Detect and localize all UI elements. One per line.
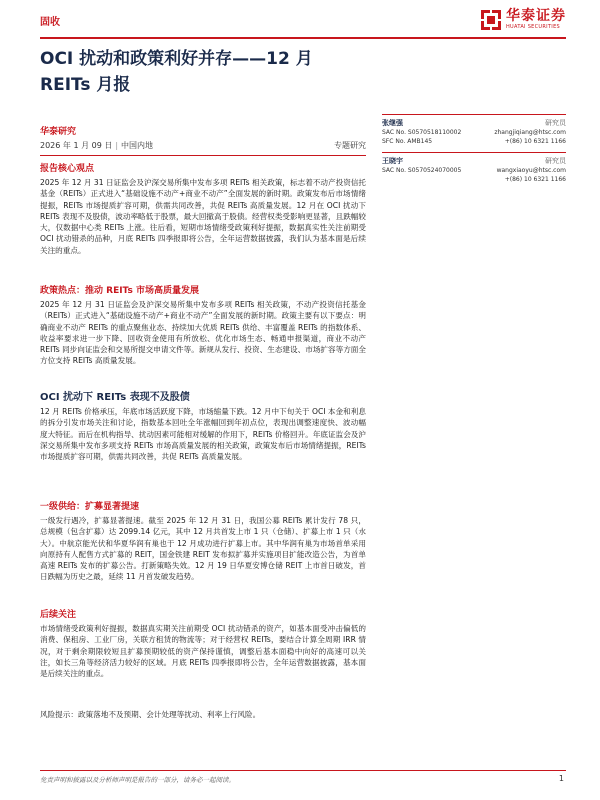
logo-chinese-name: 华泰证券 [506,8,566,24]
logo-english-name: HUATAI SECURITIES [506,24,560,30]
section-core-view [40,162,366,256]
analyst-sac: SAC No. S0570524070005 [382,167,462,174]
section-text: 市场情绪受政策利好提振，数据真实期关注前期受 OCI 扰动错杀的资产，如基本面受冲击偏低的消费、保租房、工业厂房，关联方租赁的物流等；对于经营权 REITs，要结合计算全周期 IRR 情况，对于剩余期限较短且扩募预期较低的资产保持谨慎，调整后基本面稳中向好的高速可以关注，如长三角等经济活力较好的区域。月底 REITs 四季报即将公告，全年运营数据披露，基本面是后续关注的重点。 [40,624,366,679]
risk-text: 风险提示：政策落地不及预期、会计处理等扰动、利率上行风险。 [40,710,261,719]
analyst-email[interactable]: zhangjiqiang@htsc.com [494,129,566,136]
section-title: 报告核心观点 [40,164,95,174]
report-title [40,46,370,98]
report-region: 中国内地 [121,141,154,150]
research-org: 华泰研究 [40,127,77,137]
analyst-name[interactable]: 王晓宇 [382,157,403,165]
huatai-logo-icon [480,9,502,31]
title-line-2: REITs 月报 [40,75,131,95]
report-category: 固收 [40,17,60,28]
footer-divider [40,770,566,771]
meta-row [40,140,366,154]
section-policy [40,284,366,367]
section-title: 后续关注 [40,610,77,620]
page-number: 1 [558,774,564,783]
analyst-card [382,152,566,184]
section-title: 政策热点：推动 REITs 市场高质量发展 [40,286,199,296]
analyst-role: 研究员 [545,119,566,127]
report-date: 2026 年 1 月 09 日 [40,141,113,150]
top-bar [0,0,600,40]
section-title: 一级供给：扩募显著提速 [40,502,140,512]
risk-warning [40,708,366,720]
analyst-email[interactable]: wangxiaoyu@htsc.com [496,167,566,174]
section-title: OCI 扰动下 REITs 表现不及股债 [40,392,190,403]
analyst-card [382,114,566,146]
section-text: 2025 年 12 月 31 日证监会及沪深交易所集中发布多项 REITs 相关政策，标志着不动产投资信托基金（REITs）正式进入“基础设施不动产+商业不动产”全面发展的新时期。政策发布后市场情绪提振，REITs 市场提质扩容可期，供需共同改善，共促 REITs 高质量发展。12 月在 OCI 扰动下 REITs 表现不及股债，波动率略低于股票，最大回撤高于股债。经营权类受影响更显著，且跌幅较大，仅数据中心类 REITs 上涨。往后看，短期市场情绪受政策利好提振，数据真实性关注前期受 OCI 扰动错杀的品种，月底 REITs 四季报即将公告，全年运营数据披露，我们认为基本面是后续关注的重点。 [40,178,366,255]
analyst-phone: +(86) 10 6321 1166 [504,176,566,183]
section-text: 2025 年 12 月 31 日证监会及沪深交易所集中发布多项 REITs 相关政策，不动产投资信托基金（REITs）正式进入“基础设施不动产+商业不动产”全面发展的新时期。政策主要有以下要点：明确商业不动产 REITs 的重点聚焦业态、持续加大优质 REITs 供给、丰富覆盖 REITs 的指数体系、收益率要求进一步下降、回收资金使用有所放松、优化市场生态、畅通申报渠道，商业不动产 REITs 同步向证监会和交易所提交申请文件等。新规从发行、投资、生态建设、市场扩容等方面全方位支持 REITs 高质量发展。 [40,300,366,366]
section-outlook [40,608,366,679]
title-line-1: OCI 扰动和政策利好并存——12 月 [40,49,313,69]
analyst-sfc: SFC No. AMB145 [382,138,433,145]
section-text: 12 月 REITs 价格承压，年底市场活跃度下降，市场缩量下跌。12 月中下旬关于 OCI 本金和利息的拆分引发市场关注和讨论，指数基本回吐全年涨幅回到年初点位，表现出调整速度快、波动幅度大特征。而后在机构指导、扰动因素可能相对缓解的作用下，REITs 价格回升。年底证监会及沪深交易所集中发布多项支持 REITs 市场高质量发展的相关政策，政策发布后市场情绪提振，REITs 市场提质扩容可期，供需共同改善，共促 REITs 高质量发展。 [40,407,366,462]
section-supply [40,500,366,583]
section-market [40,391,366,462]
analyst-sac: SAC No. S0570518110002 [382,129,462,136]
analyst-sidebar [382,114,566,190]
brand-logo [480,8,566,31]
analyst-name[interactable]: 张继强 [382,119,403,127]
analyst-role: 研究员 [545,157,566,165]
analyst-phone: +(86) 10 6321 1166 [504,138,566,145]
section-text: 一级发行遇冷，扩募显著提速。截至 2025 年 12 月 31 日，我国公募 REITs 累计发行 78 只，总规模（包含扩募）达 2099.14 亿元，其中 12 月共首发上市 1 只（仓储）、扩募上市 1 只（水大）。中航京能光伏和华夏华润有巢也于 12 月成功进行扩募上市。其中华润有巢为市场首单采用向原持有人配售方式扩募的 REIT，国金铁建 REIT 发布拟扩募并实施项目扩能改造公告，为首单高速 REITs 发布的扩募公告。打新策略失效。12 月 19 日华夏安博仓储 REIT 上市首日破发，首日跌幅为历史之最，延续 11 月首发破发趋势。 [40,516,366,582]
disclaimer-note: 免责声明和披露以及分析师声明是报告的一部分，请务必一起阅读。 [40,776,235,784]
meta-divider [40,155,366,156]
meta-date-region: 2026 年 1 月 09 日 | 中国内地 [40,141,154,150]
report-type: 专题研究 [334,141,366,150]
top-divider [40,37,566,39]
